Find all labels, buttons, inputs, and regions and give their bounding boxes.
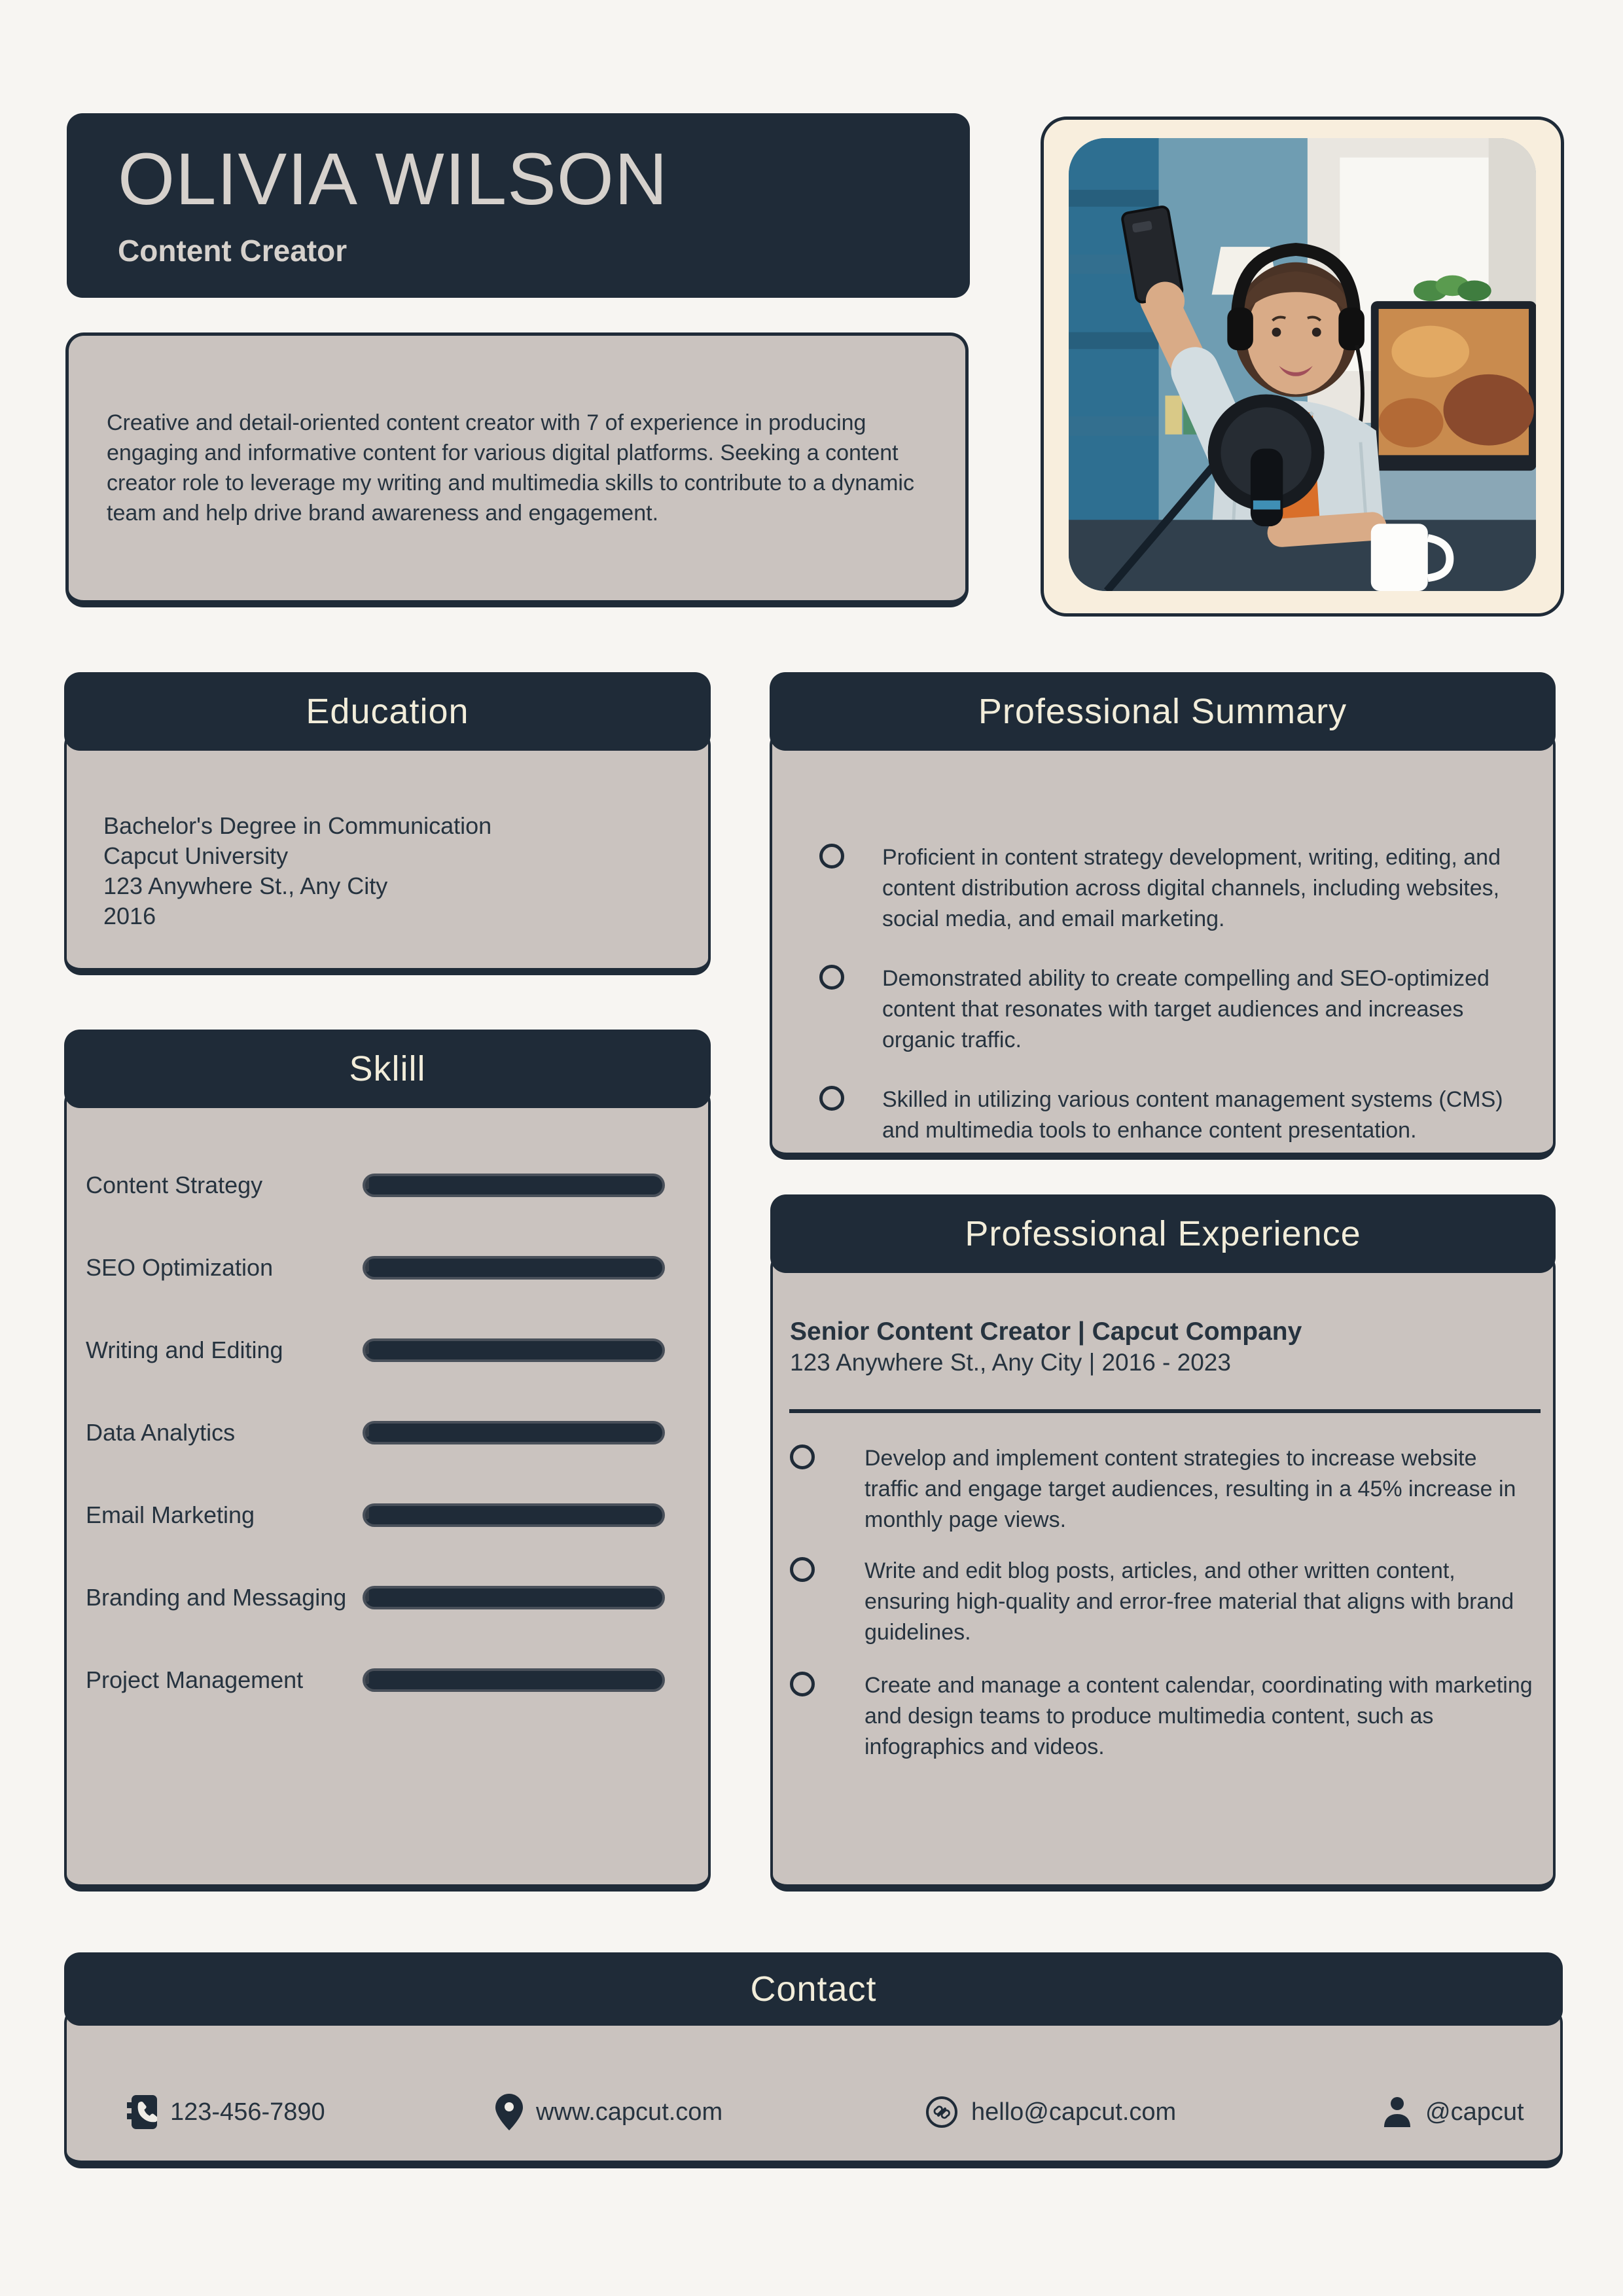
- list-item: Skilled in utilizing various content management systems (CMS) and multimedia tools to enhance content presentation.: [772, 1085, 1533, 1146]
- experience-title: Professional Experience: [770, 1194, 1556, 1273]
- skill-row: Branding and Messaging: [67, 1585, 708, 1611]
- contact-website: www.capcut.com: [495, 2092, 722, 2132]
- education-section: [64, 672, 711, 975]
- skill-bar: [363, 1421, 665, 1444]
- about-summary-card: [65, 332, 969, 607]
- list-item: Develop and implement content strategies to increase website traffic and engage target audiences, resulting in a 45% increase in monthly page views.: [773, 1443, 1533, 1535]
- bullet-circle-icon: [790, 1557, 815, 1582]
- skill-bar-fill: [365, 1669, 369, 1684]
- profile-photo: [1069, 138, 1536, 591]
- skills-title: Sklill: [64, 1030, 711, 1108]
- education-school: Capcut University: [103, 842, 289, 869]
- professional-summary-section: [770, 672, 1556, 1160]
- contact-body: [64, 2006, 1563, 2168]
- skills-section: [64, 1030, 711, 1892]
- contact-email: hello@capcut.com: [925, 2092, 1176, 2132]
- list-item: Demonstrated ability to create compelling and SEO-optimized content that resonates with target audiences and increases organic traffic.: [772, 963, 1533, 1056]
- skill-row: Email Marketing: [67, 1502, 708, 1528]
- professional-summary-title: Professional Summary: [770, 672, 1556, 751]
- education-degree: Bachelor's Degree in Communication: [103, 812, 492, 839]
- skill-bar: [363, 1338, 665, 1362]
- skill-bar: [363, 1586, 665, 1609]
- skill-row: Project Management: [67, 1667, 708, 1693]
- list-item: Create and manage a content calendar, coordinating with marketing and design teams to produce multimedia content, such as infographics and videos.: [773, 1670, 1533, 1763]
- contact-handle: @capcut: [1382, 2092, 1524, 2132]
- experience-body: [770, 1251, 1556, 1892]
- bullet-circle-icon: [790, 1444, 815, 1469]
- person-name: OLIVIA WILSON: [118, 138, 668, 220]
- education-year: 2016: [103, 903, 156, 929]
- divider: [789, 1409, 1541, 1413]
- contact-title: Contact: [64, 1952, 1563, 2026]
- bullet-circle-icon: [819, 1086, 844, 1111]
- experience-role: Senior Content Creator | Capcut Company: [790, 1318, 1302, 1346]
- skill-row: Content Strategy: [67, 1172, 708, 1198]
- list-item: Proficient in content strategy development, writing, editing, and content distribution across digital channels, including websites, social media, and email marketing.: [772, 842, 1533, 935]
- education-title: Education: [64, 672, 711, 751]
- skill-row: SEO Optimization: [67, 1255, 708, 1281]
- profile-photo-illustration: [1069, 138, 1536, 591]
- skill-bar-fill: [365, 1587, 369, 1602]
- user-icon: [1382, 2096, 1412, 2128]
- skills-body: [64, 1086, 711, 1892]
- education-address: 123 Anywhere St., Any City: [103, 872, 388, 899]
- skill-bar: [363, 1174, 665, 1197]
- skill-bar: [363, 1503, 665, 1527]
- bullet-circle-icon: [819, 844, 844, 869]
- location-icon: [495, 2094, 523, 2130]
- skill-bar-fill: [365, 1257, 369, 1272]
- skill-bar-fill: [365, 1422, 369, 1437]
- list-item: Write and edit blog posts, articles, and other written content, ensuring high-quality and error-free material that aligns with brand guidelines.: [773, 1556, 1533, 1648]
- contact-phone: 123-456-7890: [127, 2092, 325, 2132]
- header-banner: [67, 113, 970, 298]
- experience-meta: 123 Anywhere St., Any City | 2016 - 2023: [790, 1349, 1231, 1376]
- link-icon: [925, 2096, 958, 2128]
- person-role: Content Creator: [118, 234, 348, 268]
- professional-summary-body: [770, 728, 1556, 1160]
- skill-bar-fill: [365, 1174, 369, 1189]
- contact-section: [64, 1952, 1563, 2168]
- bullet-circle-icon: [819, 965, 844, 990]
- photo-frame: [1041, 117, 1564, 617]
- skill-bar-fill: [365, 1504, 369, 1519]
- education-body: [64, 728, 711, 975]
- bullet-circle-icon: [790, 1672, 815, 1696]
- skill-row: Data Analytics: [67, 1420, 708, 1446]
- phone-icon: [127, 2095, 157, 2129]
- skill-bar: [363, 1668, 665, 1692]
- skill-bar-fill: [365, 1339, 369, 1354]
- about-summary-text: Creative and detail-oriented content creator with 7 of experience in producing engaging and informative content for various digital platforms. Seeking a content creator role to leverage my writing and multimedia skills to contribute to a dynamic team and help drive brand awareness and engagement.: [107, 410, 914, 526]
- skill-row: Writing and Editing: [67, 1337, 708, 1363]
- skill-bar: [363, 1256, 665, 1280]
- experience-section: [770, 1194, 1556, 1892]
